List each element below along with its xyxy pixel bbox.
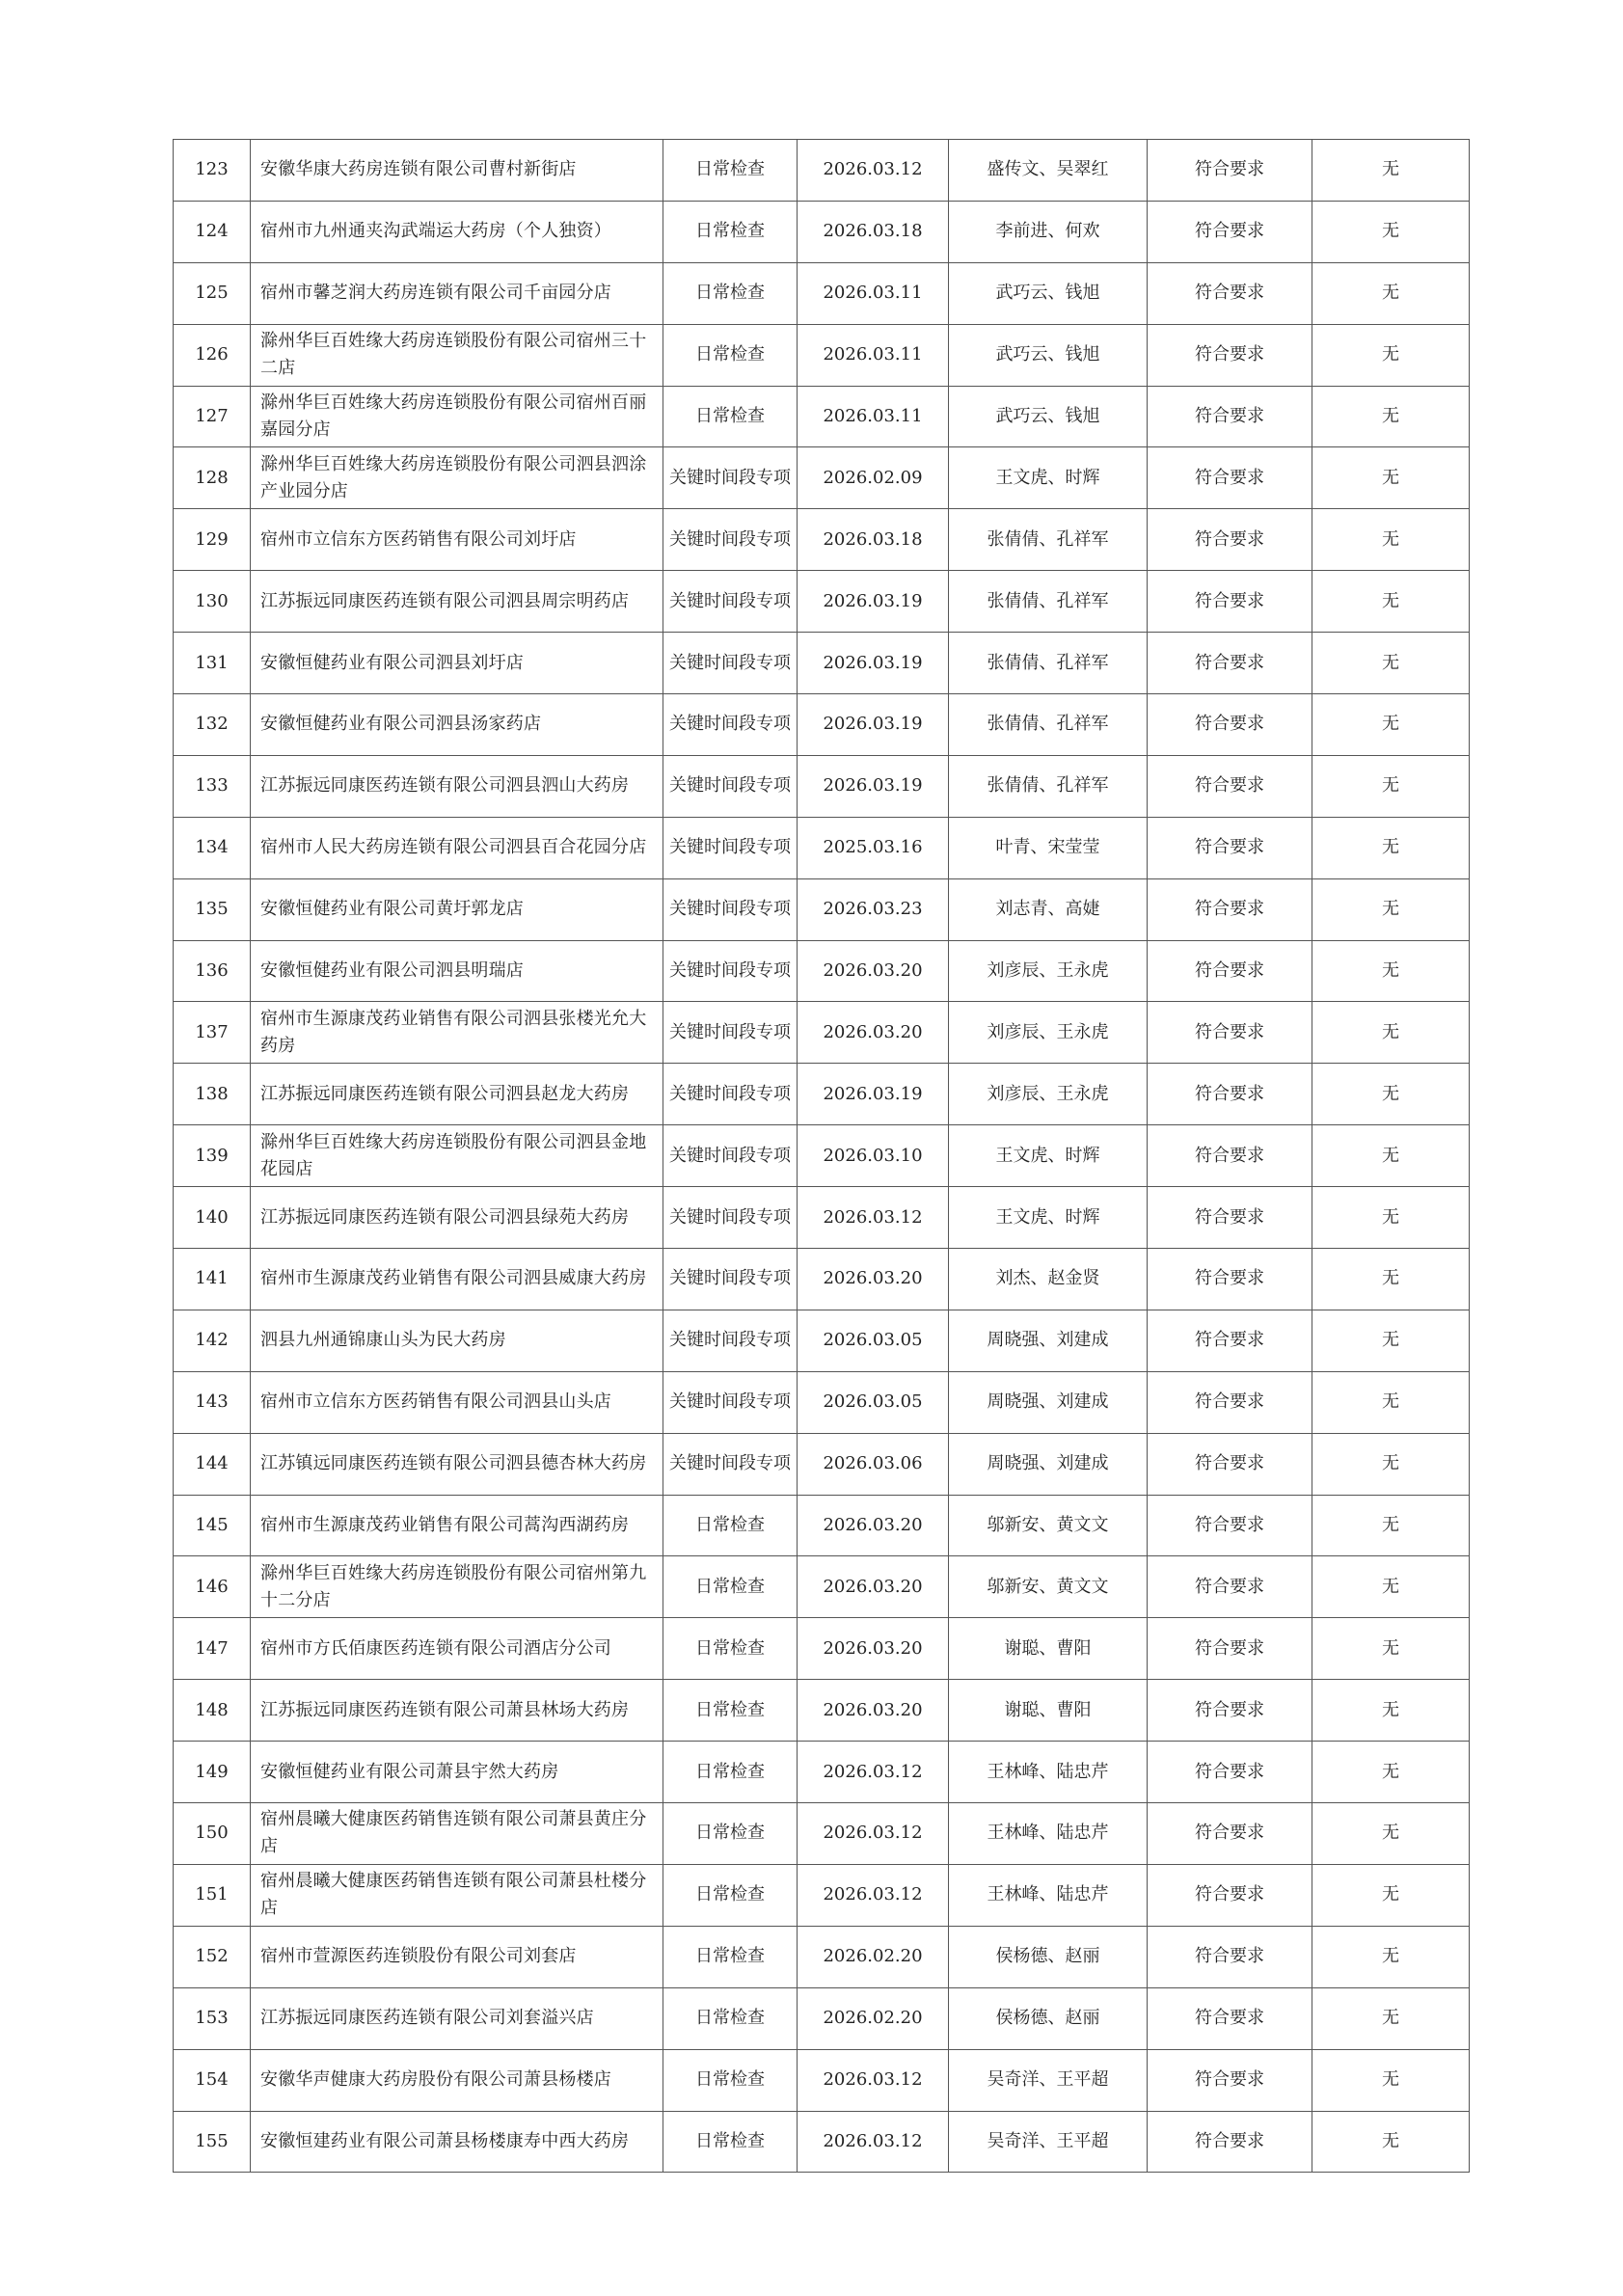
cell-store-name: 宿州市方氏佰康医药连锁有限公司酒店分公司: [251, 1618, 663, 1680]
cell-inspection-type: 日常检查: [663, 1618, 798, 1680]
cell-result: 符合要求: [1148, 1495, 1312, 1556]
cell-store-name: 江苏振远同康医药连锁有限公司泗县赵龙大药房: [251, 1064, 663, 1125]
cell-store-name: 安徽华声健康大药房股份有限公司萧县杨楼店: [251, 2049, 663, 2111]
cell-result: 符合要求: [1148, 386, 1312, 447]
cell-inspection-type: 日常检查: [663, 324, 798, 386]
table-row: [174, 1864, 1470, 1926]
cell-remark: 无: [1312, 1864, 1470, 1926]
cell-store-name: 安徽恒建药业有限公司萧县杨楼康寿中西大药房: [251, 2111, 663, 2173]
cell-inspection-type: 日常检查: [663, 386, 798, 447]
cell-inspection-type: 日常检查: [663, 1680, 798, 1742]
cell-result: 符合要求: [1148, 447, 1312, 509]
cell-inspection-date: 2026.03.05: [798, 1371, 949, 1433]
cell-number: 132: [174, 694, 251, 756]
cell-inspection-type: 日常检查: [663, 1987, 798, 2049]
cell-inspection-type: 日常检查: [663, 1495, 798, 1556]
cell-inspectors: 张倩倩、孔祥军: [949, 509, 1148, 571]
table-row: [174, 1310, 1470, 1371]
cell-inspectors: 周晓强、刘建成: [949, 1310, 1148, 1371]
cell-inspectors: 谢聪、曹阳: [949, 1618, 1148, 1680]
cell-result: 符合要求: [1148, 509, 1312, 571]
cell-store-name: 滁州华巨百姓缘大药房连锁股份有限公司宿州百丽嘉园分店: [251, 386, 663, 447]
cell-number: 124: [174, 201, 251, 262]
table-row: [174, 262, 1470, 324]
cell-result: 符合要求: [1148, 1433, 1312, 1495]
cell-inspectors: 王林峰、陆忠芹: [949, 1803, 1148, 1865]
cell-inspectors: 武巧云、钱旭: [949, 262, 1148, 324]
cell-remark: 无: [1312, 386, 1470, 447]
cell-inspection-date: 2026.03.20: [798, 940, 949, 1002]
table-row: [174, 1742, 1470, 1803]
cell-inspection-type: 日常检查: [663, 2049, 798, 2111]
cell-number: 147: [174, 1618, 251, 1680]
cell-inspection-date: 2026.03.12: [798, 1864, 949, 1926]
cell-inspectors: 邬新安、黄文文: [949, 1556, 1148, 1618]
cell-inspectors: 张倩倩、孔祥军: [949, 571, 1148, 633]
cell-store-name: 安徽华康大药房连锁有限公司曹村新街店: [251, 140, 663, 202]
cell-inspection-type: 日常检查: [663, 2111, 798, 2173]
cell-number: 146: [174, 1556, 251, 1618]
cell-inspection-date: 2026.03.12: [798, 1742, 949, 1803]
table-row: [174, 140, 1470, 202]
table-body: [174, 140, 1470, 2173]
cell-inspection-type: 关键时间段专项: [663, 755, 798, 817]
cell-result: 符合要求: [1148, 140, 1312, 202]
cell-inspection-type: 关键时间段专项: [663, 571, 798, 633]
cell-store-name: 江苏振远同康医药连锁有限公司刘套溢兴店: [251, 1987, 663, 2049]
cell-remark: 无: [1312, 1064, 1470, 1125]
cell-store-name: 宿州市生源康茂药业销售有限公司泗县威康大药房: [251, 1249, 663, 1310]
cell-inspection-date: 2026.03.18: [798, 509, 949, 571]
cell-inspection-type: 日常检查: [663, 201, 798, 262]
cell-remark: 无: [1312, 940, 1470, 1002]
table-row: [174, 817, 1470, 878]
table-row: [174, 1064, 1470, 1125]
cell-inspectors: 盛传文、吴翠红: [949, 140, 1148, 202]
cell-remark: 无: [1312, 447, 1470, 509]
cell-inspection-type: 日常检查: [663, 1742, 798, 1803]
cell-store-name: 宿州市立信东方医药销售有限公司泗县山头店: [251, 1371, 663, 1433]
table-row: [174, 1803, 1470, 1865]
table-row: [174, 940, 1470, 1002]
cell-inspection-type: 关键时间段专项: [663, 1187, 798, 1249]
table-row: [174, 1495, 1470, 1556]
cell-inspection-date: 2026.03.19: [798, 1064, 949, 1125]
cell-number: 136: [174, 940, 251, 1002]
cell-inspectors: 刘志青、高婕: [949, 878, 1148, 940]
cell-result: 符合要求: [1148, 1310, 1312, 1371]
cell-result: 符合要求: [1148, 878, 1312, 940]
cell-number: 129: [174, 509, 251, 571]
table-row: [174, 1187, 1470, 1249]
cell-remark: 无: [1312, 633, 1470, 694]
cell-inspection-date: 2026.03.12: [798, 2049, 949, 2111]
table-row: [174, 1371, 1470, 1433]
cell-number: 148: [174, 1680, 251, 1742]
cell-number: 139: [174, 1125, 251, 1187]
cell-inspection-type: 日常检查: [663, 1556, 798, 1618]
cell-inspection-date: 2026.03.23: [798, 878, 949, 940]
cell-inspectors: 王文虎、时辉: [949, 447, 1148, 509]
cell-result: 符合要求: [1148, 1987, 1312, 2049]
cell-store-name: 江苏振远同康医药连锁有限公司泗县泗山大药房: [251, 755, 663, 817]
cell-inspection-date: 2026.03.10: [798, 1125, 949, 1187]
cell-inspection-date: 2026.03.12: [798, 1803, 949, 1865]
cell-remark: 无: [1312, 1433, 1470, 1495]
cell-number: 134: [174, 817, 251, 878]
cell-store-name: 宿州市生源康茂药业销售有限公司泗县张楼光允大药房: [251, 1002, 663, 1064]
table-row: [174, 694, 1470, 756]
cell-number: 143: [174, 1371, 251, 1433]
cell-remark: 无: [1312, 1742, 1470, 1803]
cell-result: 符合要求: [1148, 2049, 1312, 2111]
cell-inspection-date: 2026.02.20: [798, 1926, 949, 1987]
cell-inspection-date: 2026.03.11: [798, 386, 949, 447]
cell-inspection-type: 日常检查: [663, 1803, 798, 1865]
cell-store-name: 滁州华巨百姓缘大药房连锁股份有限公司泗县泗涂产业园分店: [251, 447, 663, 509]
table-row: [174, 2111, 1470, 2173]
cell-remark: 无: [1312, 1803, 1470, 1865]
cell-inspectors: 李前进、何欢: [949, 201, 1148, 262]
cell-result: 符合要求: [1148, 1064, 1312, 1125]
cell-result: 符合要求: [1148, 571, 1312, 633]
table-row: [174, 1125, 1470, 1187]
cell-remark: 无: [1312, 201, 1470, 262]
cell-inspectors: 王林峰、陆忠芹: [949, 1742, 1148, 1803]
cell-inspection-date: 2026.03.19: [798, 755, 949, 817]
cell-store-name: 安徽恒健药业有限公司泗县明瑞店: [251, 940, 663, 1002]
cell-result: 符合要求: [1148, 1249, 1312, 1310]
cell-store-name: 泗县九州通锦康山头为民大药房: [251, 1310, 663, 1371]
cell-inspection-date: 2025.03.16: [798, 817, 949, 878]
cell-number: 144: [174, 1433, 251, 1495]
table-row: [174, 633, 1470, 694]
cell-result: 符合要求: [1148, 1742, 1312, 1803]
cell-number: 142: [174, 1310, 251, 1371]
cell-inspection-type: 关键时间段专项: [663, 1310, 798, 1371]
cell-store-name: 江苏振远同康医药连锁有限公司泗县周宗明药店: [251, 571, 663, 633]
cell-remark: 无: [1312, 1125, 1470, 1187]
cell-store-name: 宿州市生源康茂药业销售有限公司蒿沟西湖药房: [251, 1495, 663, 1556]
cell-inspection-type: 关键时间段专项: [663, 1371, 798, 1433]
cell-inspection-type: 关键时间段专项: [663, 878, 798, 940]
cell-result: 符合要求: [1148, 262, 1312, 324]
cell-result: 符合要求: [1148, 633, 1312, 694]
cell-inspection-date: 2026.03.12: [798, 1187, 949, 1249]
cell-remark: 无: [1312, 1618, 1470, 1680]
cell-remark: 无: [1312, 755, 1470, 817]
cell-remark: 无: [1312, 1002, 1470, 1064]
cell-inspection-date: 2026.03.12: [798, 2111, 949, 2173]
cell-store-name: 滁州华巨百姓缘大药房连锁股份有限公司泗县金地花园店: [251, 1125, 663, 1187]
cell-number: 149: [174, 1742, 251, 1803]
cell-inspectors: 张倩倩、孔祥军: [949, 694, 1148, 756]
cell-inspection-type: 关键时间段专项: [663, 940, 798, 1002]
table-row: [174, 324, 1470, 386]
cell-inspection-date: 2026.03.20: [798, 1002, 949, 1064]
cell-remark: 无: [1312, 1249, 1470, 1310]
cell-remark: 无: [1312, 324, 1470, 386]
cell-number: 153: [174, 1987, 251, 2049]
cell-inspection-type: 日常检查: [663, 140, 798, 202]
table-row: [174, 386, 1470, 447]
cell-number: 152: [174, 1926, 251, 1987]
cell-number: 128: [174, 447, 251, 509]
cell-store-name: 滁州华巨百姓缘大药房连锁股份有限公司宿州三十二店: [251, 324, 663, 386]
cell-inspection-type: 关键时间段专项: [663, 817, 798, 878]
cell-number: 127: [174, 386, 251, 447]
cell-remark: 无: [1312, 1926, 1470, 1987]
cell-result: 符合要求: [1148, 940, 1312, 1002]
cell-store-name: 江苏镇远同康医药连锁有限公司泗县德杏林大药房: [251, 1433, 663, 1495]
cell-remark: 无: [1312, 140, 1470, 202]
cell-store-name: 安徽恒健药业有限公司泗县刘圩店: [251, 633, 663, 694]
cell-number: 123: [174, 140, 251, 202]
cell-result: 符合要求: [1148, 817, 1312, 878]
cell-inspectors: 吴奇洋、王平超: [949, 2111, 1148, 2173]
table-row: [174, 755, 1470, 817]
cell-remark: 无: [1312, 262, 1470, 324]
cell-number: 138: [174, 1064, 251, 1125]
cell-inspection-date: 2026.03.05: [798, 1310, 949, 1371]
cell-result: 符合要求: [1148, 1125, 1312, 1187]
table-row: [174, 1556, 1470, 1618]
cell-inspectors: 周晓强、刘建成: [949, 1371, 1148, 1433]
cell-inspection-date: 2026.03.06: [798, 1433, 949, 1495]
cell-remark: 无: [1312, 509, 1470, 571]
cell-remark: 无: [1312, 2111, 1470, 2173]
table-row: [174, 447, 1470, 509]
cell-inspection-type: 关键时间段专项: [663, 633, 798, 694]
cell-remark: 无: [1312, 571, 1470, 633]
cell-result: 符合要求: [1148, 1187, 1312, 1249]
cell-store-name: 江苏振远同康医药连锁有限公司泗县绿苑大药房: [251, 1187, 663, 1249]
cell-result: 符合要求: [1148, 1371, 1312, 1433]
cell-inspection-date: 2026.02.09: [798, 447, 949, 509]
cell-number: 137: [174, 1002, 251, 1064]
cell-result: 符合要求: [1148, 1618, 1312, 1680]
cell-remark: 无: [1312, 1187, 1470, 1249]
cell-remark: 无: [1312, 2049, 1470, 2111]
cell-inspectors: 张倩倩、孔祥军: [949, 755, 1148, 817]
cell-store-name: 安徽恒健药业有限公司泗县汤家药店: [251, 694, 663, 756]
table-row: [174, 1987, 1470, 2049]
cell-inspection-date: 2026.03.11: [798, 262, 949, 324]
cell-store-name: 宿州晨曦大健康医药销售连锁有限公司萧县黄庄分店: [251, 1803, 663, 1865]
cell-inspectors: 谢聪、曹阳: [949, 1680, 1148, 1742]
cell-store-name: 宿州市九州通夹沟武端运大药房（个人独资）: [251, 201, 663, 262]
cell-inspection-type: 关键时间段专项: [663, 447, 798, 509]
table-row: [174, 1618, 1470, 1680]
cell-number: 135: [174, 878, 251, 940]
cell-inspection-type: 关键时间段专项: [663, 1433, 798, 1495]
table-row: [174, 1002, 1470, 1064]
cell-inspectors: 侯杨德、赵丽: [949, 1987, 1148, 2049]
cell-number: 154: [174, 2049, 251, 2111]
cell-remark: 无: [1312, 694, 1470, 756]
cell-inspection-date: 2026.03.20: [798, 1556, 949, 1618]
table-row: [174, 1249, 1470, 1310]
cell-inspection-date: 2026.03.19: [798, 571, 949, 633]
table-row: [174, 201, 1470, 262]
cell-inspectors: 武巧云、钱旭: [949, 324, 1148, 386]
cell-store-name: 滁州华巨百姓缘大药房连锁股份有限公司宿州第九十二分店: [251, 1556, 663, 1618]
cell-inspectors: 叶青、宋莹莹: [949, 817, 1148, 878]
cell-inspectors: 刘彦辰、王永虎: [949, 1064, 1148, 1125]
cell-remark: 无: [1312, 1495, 1470, 1556]
cell-number: 133: [174, 755, 251, 817]
cell-inspectors: 王林峰、陆忠芹: [949, 1864, 1148, 1926]
cell-result: 符合要求: [1148, 694, 1312, 756]
cell-store-name: 江苏振远同康医药连锁有限公司萧县林场大药房: [251, 1680, 663, 1742]
cell-number: 140: [174, 1187, 251, 1249]
cell-store-name: 安徽恒健药业有限公司萧县宇然大药房: [251, 1742, 663, 1803]
cell-number: 150: [174, 1803, 251, 1865]
cell-inspection-date: 2026.03.20: [798, 1249, 949, 1310]
cell-store-name: 安徽恒健药业有限公司黄圩郭龙店: [251, 878, 663, 940]
cell-inspection-type: 日常检查: [663, 1864, 798, 1926]
cell-remark: 无: [1312, 1556, 1470, 1618]
cell-inspection-date: 2026.03.12: [798, 140, 949, 202]
cell-remark: 无: [1312, 1310, 1470, 1371]
cell-store-name: 宿州市立信东方医药销售有限公司刘圩店: [251, 509, 663, 571]
cell-inspection-type: 日常检查: [663, 262, 798, 324]
cell-inspectors: 刘彦辰、王永虎: [949, 940, 1148, 1002]
table-row: [174, 571, 1470, 633]
cell-inspection-date: 2026.03.11: [798, 324, 949, 386]
cell-remark: 无: [1312, 817, 1470, 878]
cell-inspection-type: 日常检查: [663, 1926, 798, 1987]
cell-inspectors: 吴奇洋、王平超: [949, 2049, 1148, 2111]
cell-inspection-type: 关键时间段专项: [663, 694, 798, 756]
table-row: [174, 2049, 1470, 2111]
table-row: [174, 1433, 1470, 1495]
cell-inspectors: 王文虎、时辉: [949, 1187, 1148, 1249]
cell-result: 符合要求: [1148, 201, 1312, 262]
cell-inspection-date: 2026.03.19: [798, 633, 949, 694]
cell-inspectors: 邬新安、黄文文: [949, 1495, 1148, 1556]
cell-store-name: 宿州市萱源医药连锁股份有限公司刘套店: [251, 1926, 663, 1987]
cell-number: 130: [174, 571, 251, 633]
cell-number: 141: [174, 1249, 251, 1310]
cell-store-name: 宿州市馨芝润大药房连锁有限公司千亩园分店: [251, 262, 663, 324]
cell-number: 131: [174, 633, 251, 694]
cell-store-name: 宿州市人民大药房连锁有限公司泗县百合花园分店: [251, 817, 663, 878]
cell-remark: 无: [1312, 1371, 1470, 1433]
cell-inspectors: 刘彦辰、王永虎: [949, 1002, 1148, 1064]
table-row: [174, 878, 1470, 940]
table-row: [174, 1680, 1470, 1742]
cell-result: 符合要求: [1148, 1926, 1312, 1987]
cell-inspection-type: 关键时间段专项: [663, 1249, 798, 1310]
cell-inspectors: 张倩倩、孔祥军: [949, 633, 1148, 694]
cell-inspectors: 侯杨德、赵丽: [949, 1926, 1148, 1987]
table-row: [174, 1926, 1470, 1987]
table-row: [174, 509, 1470, 571]
cell-result: 符合要求: [1148, 1803, 1312, 1865]
cell-inspection-date: 2026.03.20: [798, 1495, 949, 1556]
cell-inspectors: 周晓强、刘建成: [949, 1433, 1148, 1495]
cell-remark: 无: [1312, 1987, 1470, 2049]
cell-result: 符合要求: [1148, 1002, 1312, 1064]
cell-inspectors: 刘杰、赵金贤: [949, 1249, 1148, 1310]
cell-inspection-date: 2026.03.20: [798, 1680, 949, 1742]
cell-result: 符合要求: [1148, 755, 1312, 817]
cell-number: 145: [174, 1495, 251, 1556]
cell-remark: 无: [1312, 878, 1470, 940]
cell-store-name: 宿州晨曦大健康医药销售连锁有限公司萧县杜楼分店: [251, 1864, 663, 1926]
cell-result: 符合要求: [1148, 2111, 1312, 2173]
cell-inspection-type: 关键时间段专项: [663, 1064, 798, 1125]
cell-inspection-date: 2026.03.18: [798, 201, 949, 262]
cell-number: 125: [174, 262, 251, 324]
cell-result: 符合要求: [1148, 1864, 1312, 1926]
cell-inspectors: 武巧云、钱旭: [949, 386, 1148, 447]
cell-number: 155: [174, 2111, 251, 2173]
cell-inspection-date: 2026.02.20: [798, 1987, 949, 2049]
cell-number: 126: [174, 324, 251, 386]
cell-inspectors: 王文虎、时辉: [949, 1125, 1148, 1187]
cell-inspection-type: 关键时间段专项: [663, 509, 798, 571]
inspection-table: [173, 139, 1470, 2173]
cell-inspection-date: 2026.03.19: [798, 694, 949, 756]
cell-inspection-date: 2026.03.20: [798, 1618, 949, 1680]
cell-result: 符合要求: [1148, 1556, 1312, 1618]
cell-result: 符合要求: [1148, 324, 1312, 386]
cell-number: 151: [174, 1864, 251, 1926]
cell-result: 符合要求: [1148, 1680, 1312, 1742]
cell-inspection-type: 关键时间段专项: [663, 1002, 798, 1064]
cell-remark: 无: [1312, 1680, 1470, 1742]
cell-inspection-type: 关键时间段专项: [663, 1125, 798, 1187]
